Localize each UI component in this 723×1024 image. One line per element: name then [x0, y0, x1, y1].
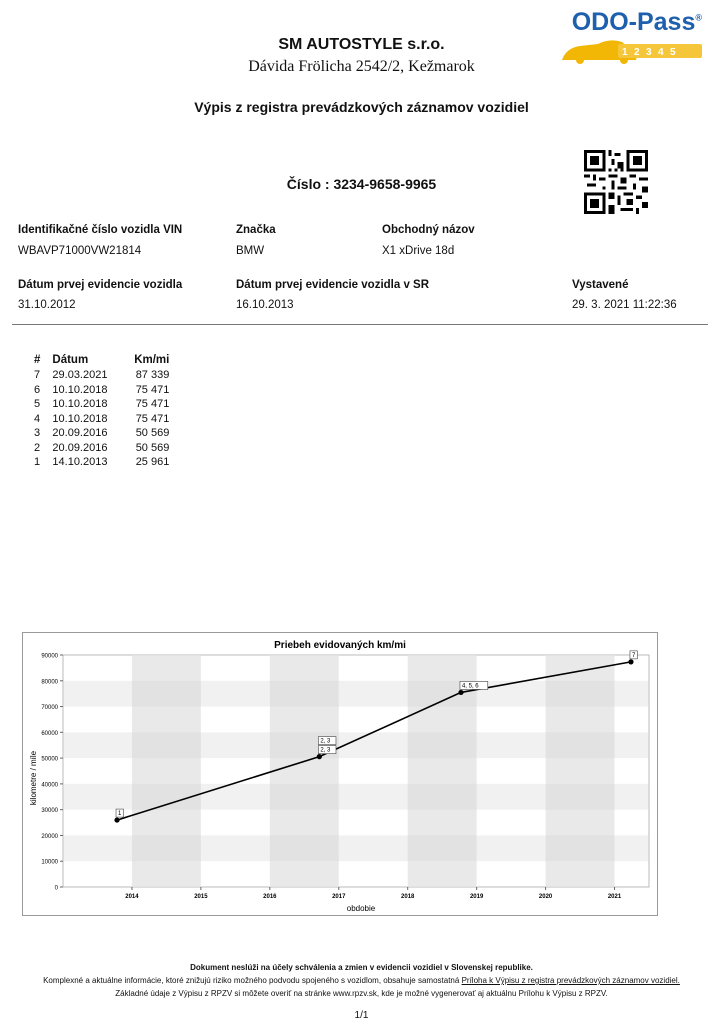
data-point: [458, 690, 463, 695]
chart-band: [63, 681, 649, 707]
divider: [12, 324, 708, 325]
company-address: Dávida Frölicha 2542/2, Kežmarok: [248, 58, 475, 75]
footer-info-text: Komplexné a aktuálne informácie, ktoré znižujú riziko možného podvodu spojeného s vozidlom, obsahuje samostatná: [43, 976, 462, 985]
qr-code-icon: [584, 150, 648, 214]
point-label: [116, 809, 123, 817]
row-index: 7: [34, 369, 41, 382]
table-row: [28, 455, 175, 470]
odo-pass-logo: [558, 8, 708, 66]
chart-y-axis-label: kilometre / míle: [29, 750, 38, 806]
point-label-text: 7: [631, 652, 636, 659]
row-date: 10.10.2018: [52, 398, 108, 411]
chart-x-axis-label: obdobie: [346, 904, 376, 913]
svg-text:2: 2: [634, 47, 640, 58]
x-tick-label: 2014: [125, 894, 139, 900]
row-date: 14.10.2013: [52, 456, 108, 469]
first-registration-label: Dátum prvej evidencie vozidla: [18, 279, 183, 291]
footer-disclaimer: Dokument neslúži na účely schválenia a zmien v evidencii vozidiel v Slovenskej republike.: [190, 963, 533, 972]
footer-info: [0, 976, 723, 985]
company-name: SM AUTOSTYLE s.r.o.: [278, 36, 445, 53]
y-tick-label: 20000: [41, 833, 58, 840]
data-point: [114, 817, 119, 822]
row-index: 5: [34, 398, 41, 411]
row-index: 6: [34, 383, 41, 396]
row-date: 20.09.2016: [52, 441, 108, 454]
point-label: [318, 737, 336, 745]
table-header-row: [28, 354, 175, 368]
point-label-text: 4, 5, 6: [461, 683, 479, 690]
row-km: 50 569: [135, 441, 170, 454]
column-header-index: #: [34, 354, 41, 366]
x-tick-label: 2021: [607, 894, 622, 900]
row-index: 1: [34, 456, 41, 469]
point-label: [318, 746, 336, 754]
first-registration-sk-value: 16.10.2013: [236, 299, 294, 311]
y-tick-label: 80000: [41, 679, 58, 686]
car-odometer-icon: [558, 8, 708, 66]
issued-value: 29. 3. 2021 11:22:36: [572, 299, 677, 311]
first-registration-value: 31.10.2012: [18, 299, 76, 311]
first-registration-sk-label: Dátum prvej evidencie vozidla v SR: [236, 279, 430, 291]
y-tick-label: 40000: [41, 782, 58, 789]
page-number: 1/1: [354, 1010, 369, 1021]
point-label: [460, 681, 488, 689]
svg-text:4: 4: [658, 47, 664, 58]
mileage-chart-svg: [23, 633, 657, 915]
table-row: [28, 441, 175, 456]
row-index: 2: [34, 441, 41, 454]
row-index: 3: [34, 427, 41, 440]
logo-text: ODO-Pass: [571, 8, 696, 36]
x-tick-label: 2017: [332, 894, 346, 900]
y-tick-label: 50000: [41, 756, 58, 763]
y-tick-label: 90000: [41, 653, 58, 660]
vin-value: WBAVP71000VW21814: [18, 245, 142, 257]
row-index: 4: [34, 412, 41, 425]
odometer-records-table: [28, 354, 175, 470]
document-title: Výpis z registra prevádzkových záznamov vozidiel: [194, 99, 529, 115]
table-row: [28, 368, 175, 383]
document-number: Číslo : 3234-9658-9965: [286, 176, 437, 192]
brand-value: BMW: [236, 245, 265, 257]
y-tick-label: 60000: [41, 730, 58, 737]
table-row: [28, 397, 175, 412]
x-tick-label: 2019: [469, 894, 484, 900]
svg-text:1: 1: [622, 47, 628, 58]
issued-label: Vystavené: [572, 279, 629, 291]
point-label-text: 1: [118, 811, 122, 818]
data-point: [628, 659, 633, 664]
x-tick-label: 2018: [401, 894, 415, 900]
row-date: 20.09.2016: [52, 427, 108, 440]
y-tick-label: 70000: [41, 705, 58, 712]
svg-text:5: 5: [670, 47, 676, 58]
vin-label: Identifikačné číslo vozidla VIN: [18, 224, 183, 236]
table-row: [28, 412, 175, 427]
chart-band: [63, 835, 649, 861]
chart-band: [63, 784, 649, 810]
row-km: 75 471: [135, 383, 170, 396]
footer-verify: Základné údaje z Výpisu z RPZV si môžete overiť na stránke www.rpzv.sk, kde je možné vygenerovať aj aktuálnu Prílohu k Výpisu z RPZV.: [115, 989, 608, 998]
y-tick-label: 30000: [41, 808, 58, 815]
svg-text:3: 3: [646, 47, 652, 58]
row-km: 75 471: [135, 398, 170, 411]
trade-name-label: Obchodný názov: [382, 224, 475, 236]
brand-label: Značka: [236, 224, 276, 236]
point-label-text: 2, 3: [320, 747, 331, 754]
row-date: 10.10.2018: [52, 412, 108, 425]
logo-registered-mark: ®: [695, 12, 702, 23]
data-point: [317, 754, 322, 759]
y-tick-label: 10000: [41, 859, 58, 866]
y-tick-label: 0: [54, 885, 58, 892]
point-label-text: 2, 3: [320, 738, 331, 745]
column-header-km: Km/mi: [134, 354, 170, 366]
chart-band: [63, 732, 649, 758]
x-tick-label: 2020: [538, 894, 553, 900]
appendix-link[interactable]: Príloha k Výpisu z registra prevádzkových záznamov vozidiel.: [461, 976, 680, 985]
table-row: [28, 426, 175, 441]
x-tick-label: 2015: [194, 894, 208, 900]
row-km: 75 471: [135, 412, 170, 425]
mileage-chart: [22, 632, 658, 916]
table-row: [28, 383, 175, 398]
point-label: [630, 651, 637, 659]
column-header-date: Dátum: [52, 354, 89, 366]
x-tick-label: 2016: [263, 894, 277, 900]
row-date: 10.10.2018: [52, 383, 108, 396]
row-date: 29.03.2021: [52, 369, 108, 382]
chart-title: Priebeh evidovaných km/mi: [274, 640, 406, 651]
row-km: 25 961: [135, 456, 170, 469]
row-km: 50 569: [135, 427, 170, 440]
row-km: 87 339: [135, 369, 170, 382]
trade-name-value: X1 xDrive 18d: [382, 245, 455, 257]
